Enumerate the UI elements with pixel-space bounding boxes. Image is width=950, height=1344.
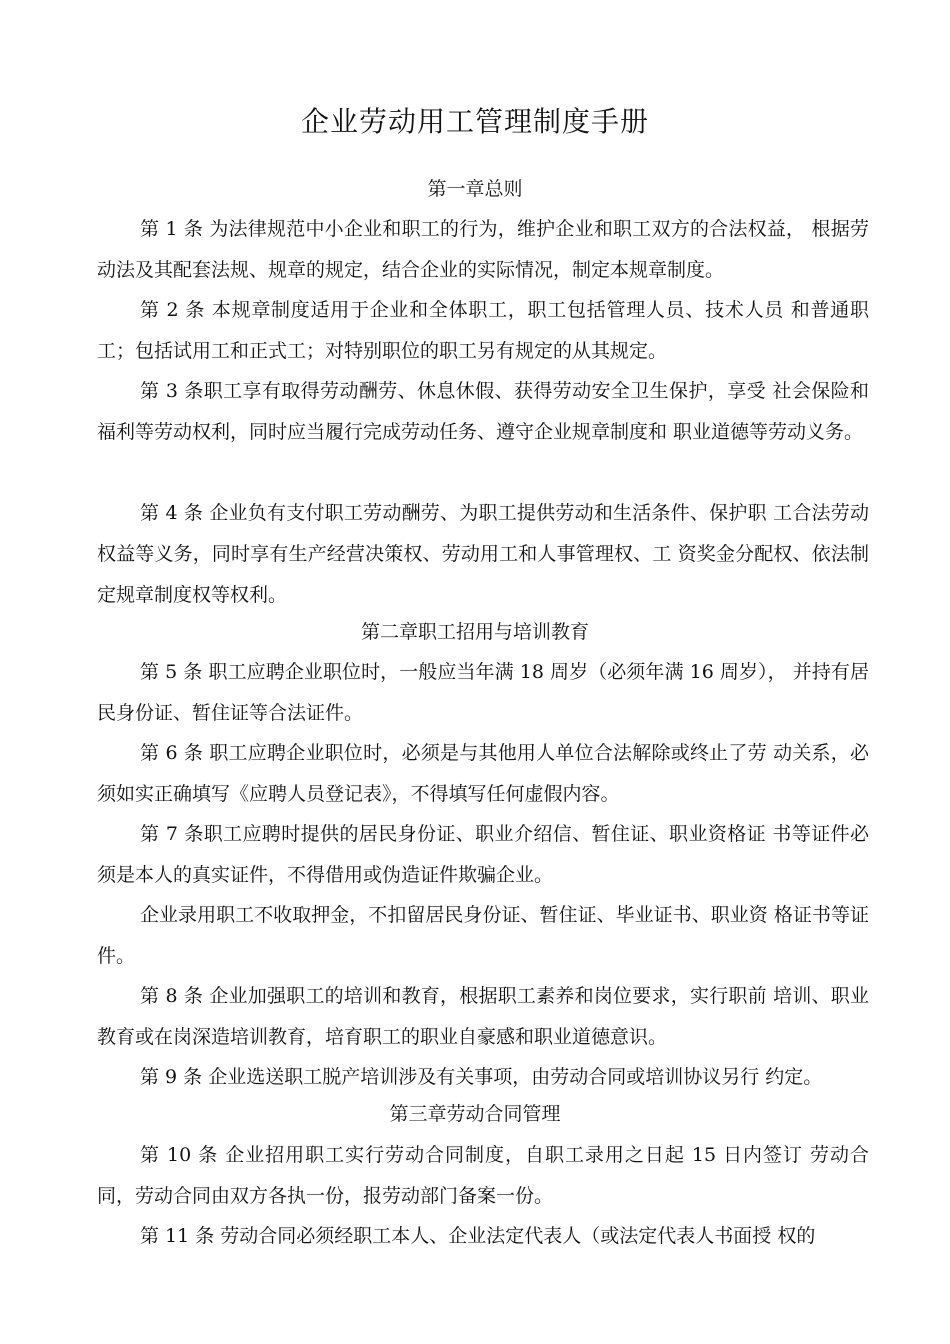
chapter-heading: 第一章总则 — [427, 178, 523, 200]
chapter-heading: 第三章劳动合同管理 — [389, 1103, 561, 1125]
article-paragraph: 第 10 条 企业招用职工实行劳动合同制度，自职工录用之日起 15 日内签订 劳动合同，劳动合同由双方各执一份，报劳动部门备案一份。 — [97, 1144, 869, 1207]
article-paragraph: 第 9 条 企业选送职工脱产培训涉及有关事项，由劳动合同或培训协议另行 约定。 — [140, 1066, 823, 1088]
article-paragraph: 第 11 条 劳动合同必须经职工本人、企业法定代表人（或法定代表人书面授 权的 — [140, 1225, 816, 1247]
article-paragraph: 第 6 条 职工应聘企业职位时，必须是与其他用人单位合法解除或终止了劳 动关系，必须如实正确填写《应聘人员登记表》，不得填写任何虚假内容。 — [97, 742, 869, 805]
article-paragraph: 第 5 条 职工应聘企业职位时，一般应当年满 18 周岁（必须年满 16 周岁）， 并持有居民身份证、暂住证等合法证件。 — [97, 661, 869, 724]
article-paragraph: 第 2 条 本规章制度适用于企业和全体职工，职工包括管理人员、技术人员 和普通职工；包括试用工和正式工；对特别职位的职工另有规定的从其规定。 — [97, 299, 869, 362]
article-paragraph: 第 4 条 企业负有支付职工劳动酬劳、为职工提供劳动和生活条件、保护职 工合法劳动权益等义务，同时享有生产经营决策权、劳动用工和人事管理权、工 资奖金分配权、依法制定规章制度权等权利。 — [97, 502, 869, 606]
chapter-heading: 第二章职工招用与培训教育 — [360, 621, 589, 643]
article-paragraph: 第 8 条 企业加强职工的培训和教育，根据职工素养和岗位要求，实行职前 培训、职业教育或在岗深造培训教育，培育职工的职业自豪感和职业道德意识。 — [97, 985, 869, 1048]
article-paragraph: 第 3 条职工享有取得劳动酬劳、休息休假、获得劳动安全卫生保护，享受 社会保险和福利等劳动权利，同时应当履行完成劳动任务、遵守企业规章制度和 职业道德等劳动义务。 — [97, 380, 869, 443]
article-paragraph: 第 1 条 为法律规范中小企业和职工的行为，维护企业和职工双方的合法权益， 根据劳动法及其配套法规、规章的规定，结合企业的实际情况，制定本规章制度。 — [97, 218, 869, 281]
document-title: 企业劳动用工管理制度手册 — [300, 105, 649, 138]
article-paragraph: 第 7 条职工应聘时提供的居民身份证、职业介绍信、暂住证、职业资格证 书等证件必须是本人的真实证件，不得借用或伪造证件欺骗企业。 — [97, 823, 869, 886]
article-paragraph: 企业录用职工不收取押金，不扣留居民身份证、暂住证、毕业证书、职业资 格证书等证件。 — [97, 904, 869, 967]
